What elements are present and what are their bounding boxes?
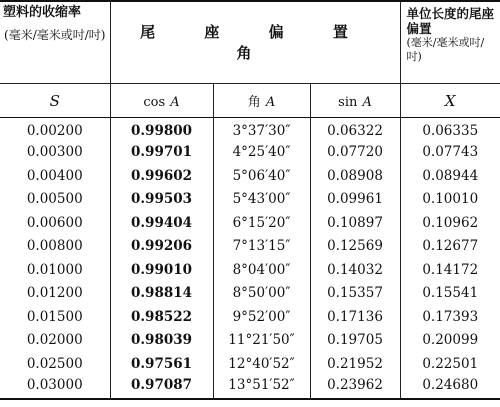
unit-offset-cell: 0.10010 <box>400 188 500 212</box>
shrinkage-cell: 0.00300 <box>0 141 110 165</box>
sin-cell: 0.08908 <box>310 164 400 188</box>
unit-offset-header-title: 单位长度的尾座偏置 <box>406 6 495 36</box>
col-angle-header <box>213 83 310 117</box>
unit-offset-cell: 0.17393 <box>400 305 500 329</box>
table-row <box>0 305 500 329</box>
shrinkage-cell: 0.03000 <box>0 376 110 400</box>
cos-cell: 0.97561 <box>110 352 213 376</box>
sin-cell: 0.06322 <box>310 117 400 141</box>
cos-cell: 0.99404 <box>110 211 213 235</box>
table-body <box>0 117 500 399</box>
unit-offset-cell: 0.22501 <box>400 352 500 376</box>
sin-cell: 0.09961 <box>310 188 400 212</box>
table-row <box>0 117 500 141</box>
cos-cell: 0.98814 <box>110 282 213 306</box>
unit-offset-cell: 0.12677 <box>400 235 500 259</box>
table-row <box>0 258 500 282</box>
offset-angle-group-header: 尾 座 偏 置 角 <box>110 1 400 83</box>
sin-cell: 0.12569 <box>310 235 400 259</box>
unit-offset-cell: 0.24680 <box>400 376 500 400</box>
cos-cell: 0.99010 <box>110 258 213 282</box>
sin-cell: 0.07720 <box>310 141 400 165</box>
cos-cell: 0.97087 <box>110 376 213 400</box>
col-angle-label: 角 <box>247 94 261 110</box>
table-row <box>0 164 500 188</box>
table-row <box>0 188 500 212</box>
angle-cell: 9°52′00″ <box>213 305 310 329</box>
shrinkage-cell: 0.00200 <box>0 117 110 141</box>
subheader-row <box>0 83 500 117</box>
angle-cell: 13°51′52″ <box>213 376 310 400</box>
shrinkage-cell: 0.01200 <box>0 282 110 306</box>
sin-cell: 0.17136 <box>310 305 400 329</box>
angle-cell: 4°25′40″ <box>213 141 310 165</box>
cos-cell: 0.99206 <box>110 235 213 259</box>
header-row <box>0 1 500 83</box>
sin-cell: 0.21952 <box>310 352 400 376</box>
col-s-symbol: S <box>49 91 60 110</box>
shrinkage-header <box>0 1 110 83</box>
shrinkage-header-unit: (毫米/毫米或吋/吋) <box>4 28 106 42</box>
col-s-header <box>0 83 110 117</box>
table-row <box>0 235 500 259</box>
col-cos-header <box>110 83 213 117</box>
cos-cell: 0.99503 <box>110 188 213 212</box>
shrinkage-cell: 0.02500 <box>0 352 110 376</box>
unit-offset-cell: 0.10962 <box>400 211 500 235</box>
shrinkage-cell: 0.00500 <box>0 188 110 212</box>
shrinkage-cell: 0.02000 <box>0 329 110 353</box>
angle-cell: 8°50′00″ <box>213 282 310 306</box>
sin-cell: 0.19705 <box>310 329 400 353</box>
table-row <box>0 141 500 165</box>
shrinkage-cell: 0.01500 <box>0 305 110 329</box>
angle-cell: 7°13′15″ <box>213 235 310 259</box>
shrinkage-cell: 0.00800 <box>0 235 110 259</box>
cos-cell: 0.99602 <box>110 164 213 188</box>
table-row <box>0 329 500 353</box>
unit-offset-cell: 0.14172 <box>400 258 500 282</box>
cos-cell: 0.98039 <box>110 329 213 353</box>
table-row <box>0 211 500 235</box>
unit-offset-header-unit: (毫米/毫米或吋/吋) <box>406 36 485 63</box>
shrinkage-cell: 0.00400 <box>0 164 110 188</box>
unit-offset-cell: 0.07743 <box>400 141 500 165</box>
sin-cell: 0.23962 <box>310 376 400 400</box>
angle-cell: 12°40′52″ <box>213 352 310 376</box>
col-x-symbol: X <box>444 91 456 110</box>
col-sin-fn: sin <box>338 94 358 110</box>
sin-cell: 0.10897 <box>310 211 400 235</box>
shrinkage-header-title: 塑料的收缩率 <box>3 5 82 20</box>
col-sin-header <box>310 83 400 117</box>
unit-offset-cell: 0.08944 <box>400 164 500 188</box>
cos-cell: 0.98522 <box>110 305 213 329</box>
angle-cell: 11°21′50″ <box>213 329 310 353</box>
cos-cell: 0.99701 <box>110 141 213 165</box>
col-sin-var: A <box>362 94 372 110</box>
angle-cell: 5°43′00″ <box>213 188 310 212</box>
sin-cell: 0.15357 <box>310 282 400 306</box>
unit-offset-header <box>400 1 500 83</box>
col-cos-var: A <box>170 94 180 110</box>
cos-cell: 0.99800 <box>110 117 213 141</box>
shrinkage-cell: 0.00600 <box>0 211 110 235</box>
col-cos-fn: cos <box>143 94 166 110</box>
table-row <box>0 376 500 400</box>
col-angle-var: A <box>265 94 276 110</box>
table-row <box>0 282 500 306</box>
unit-offset-cell: 0.15541 <box>400 282 500 306</box>
col-x-header <box>400 83 500 117</box>
angle-cell: 3°37′30″ <box>213 117 310 141</box>
unit-offset-cell: 0.20099 <box>400 329 500 353</box>
table-row <box>0 352 500 376</box>
unit-offset-cell: 0.06335 <box>400 117 500 141</box>
angle-cell: 6°15′20″ <box>213 211 310 235</box>
angle-cell: 8°04′00″ <box>213 258 310 282</box>
shrinkage-cell: 0.01000 <box>0 258 110 282</box>
sin-cell: 0.14032 <box>310 258 400 282</box>
angle-cell: 5°06′40″ <box>213 164 310 188</box>
